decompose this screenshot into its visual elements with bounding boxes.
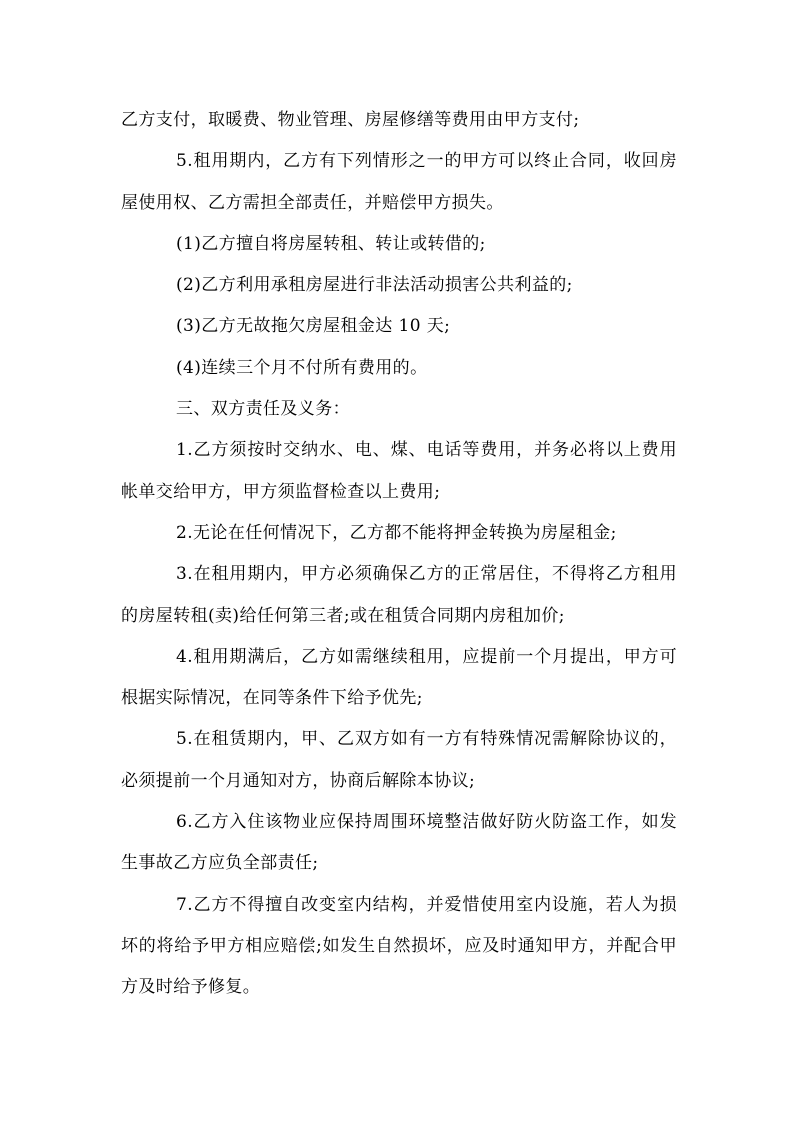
paragraph-duty-6: 6.乙方入住该物业应保持周围环境整洁做好防火防盗工作，如发生事故乙方应负全部责任;	[121, 812, 677, 874]
paragraph-duty-1: 1.乙方须按时交纳水、电、煤、电话等费用，并务必将以上费用帐单交给甲方，甲方须监督检查以上费用;	[121, 440, 677, 502]
paragraph-item-2: (2)乙方利用承租房屋进行非法活动损害公共利益的;	[176, 275, 573, 296]
paragraph-continuation: 乙方支付，取暖费、物业管理、房屋修缮等费用由甲方支付;	[121, 110, 580, 130]
paragraph-duty-2: 2.无论在任何情况下，乙方都不能将押金转换为房屋租金;	[176, 522, 617, 543]
paragraph-item-3: (3)乙方无故拖欠房屋租金达 10 天;	[176, 316, 451, 337]
section-heading-responsibilities: 三、双方责任及义务：	[176, 399, 350, 420]
paragraph-item-1: (1)乙方擅自将房屋转租、转让或转借的;	[176, 233, 486, 254]
paragraph-duty-3: 3.在租用期内，甲方必须确保乙方的正常居住，不得将乙方租用的房屋转租(卖)给任何第三者;或在租赁合同期内房租加价;	[121, 564, 677, 626]
paragraph-duty-7: 7.乙方不得擅自改变室内结构，并爱惜使用室内设施，若人为损坏的将给予甲方相应赔偿;如发生自然损坏，应及时通知甲方，并配合甲方及时给予修复。	[121, 894, 677, 998]
paragraph-item-4: (4)连续三个月不付所有费用的。	[176, 357, 428, 378]
paragraph-duty-4: 4.租用期满后，乙方如需继续租用，应提前一个月提出，甲方可根据实际情况，在同等条件下给予优先;	[121, 646, 677, 709]
paragraph-clause-5-termination: 5.租用期内，乙方有下列情形之一的甲方可以终止合同，收回房屋使用权、乙方需担全部责任，并赔偿甲方损失。	[121, 151, 677, 213]
document-body	[121, 100, 677, 1009]
paragraph-duty-5: 5.在租赁期内，甲、乙双方如有一方有特殊情况需解除协议的，必须提前一个月通知对方，协商后解除本协议;	[121, 729, 677, 791]
